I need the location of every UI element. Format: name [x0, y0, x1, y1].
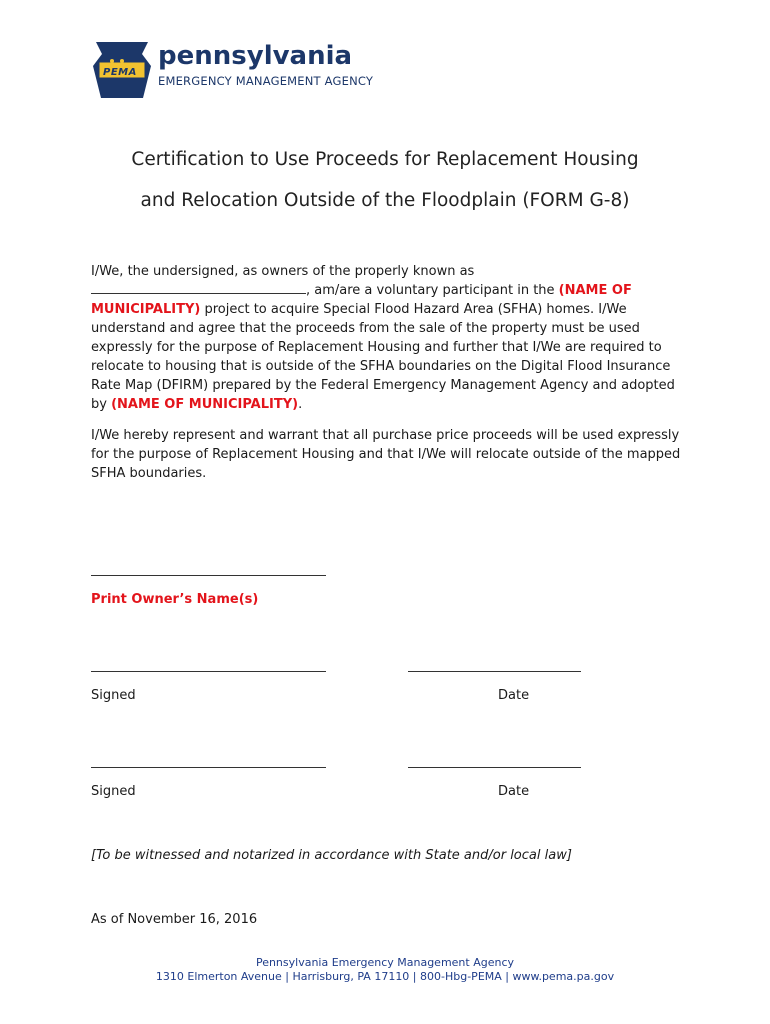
- signed-label-1: Signed: [91, 688, 136, 703]
- signed-label-2: Signed: [91, 784, 136, 799]
- signature-line-1[interactable]: [91, 671, 326, 672]
- property-address-blank[interactable]: [91, 282, 306, 294]
- paragraph-end: .: [298, 397, 303, 412]
- witness-note: [To be witnessed and notarized in accordance with State and/or local law]: [91, 848, 572, 863]
- footer-contact: 1310 Elmerton Avenue | Harrisburg, PA 17110 | 800-Hbg-PEMA | www.pema.pa.gov: [155, 970, 615, 983]
- logo-badge-text: PEMA: [103, 67, 137, 78]
- signature-line-2[interactable]: [91, 767, 326, 768]
- logo-name: pennsylvania: [158, 41, 353, 71]
- date-line-1[interactable]: [408, 671, 581, 672]
- as-of-date: As of November 16, 2016: [91, 912, 258, 927]
- form-title-line-1: Certification to Use Proceeds for Replacement Housing: [131, 149, 639, 170]
- paragraph-after-blank: , am/are a voluntary participant in the: [306, 283, 559, 298]
- date-label-1: Date: [498, 688, 530, 703]
- certification-paragraph: [91, 262, 691, 414]
- paragraph-body: project to acquire Special Flood Hazard Area (SFHA) homes. I/We understand and agree that the proceeds from the sale of the property must be used expressly for the purpose of Replacement Housing and further that I/We are required to relocate to housing that is outside of the SFHA boundaries on the Digital Flood Insurance Rate Map (DFIRM) prepared by the Federal Emergency Management Agency and adopted by: [91, 302, 675, 412]
- paragraph-intro: I/We, the undersigned, as owners of the properly known as: [91, 264, 475, 279]
- print-owner-label: Print Owner’s Name(s): [91, 592, 259, 607]
- date-label-2: Date: [498, 784, 530, 799]
- warranty-paragraph: I/We hereby represent and warrant that all purchase price proceeds will be used expressly for the purpose of Replacement Housing and that I/We will relocate outside of the mapped SFHA boundaries.: [91, 428, 681, 481]
- municipality-placeholder-1b: MUNICIPALITY): [91, 302, 201, 317]
- municipality-placeholder-2: (NAME OF MUNICIPALITY): [111, 397, 299, 412]
- municipality-placeholder-1a: (NAME OF: [558, 283, 632, 298]
- print-owner-name-line[interactable]: [91, 575, 326, 576]
- pema-logo: [90, 40, 380, 100]
- form-title-line-2: and Relocation Outside of the Floodplain (FORM G-8): [140, 190, 630, 211]
- footer-agency: Pennsylvania Emergency Management Agency: [255, 956, 515, 969]
- date-line-2[interactable]: [408, 767, 581, 768]
- logo-subtitle: EMERGENCY MANAGEMENT AGENCY: [158, 74, 374, 88]
